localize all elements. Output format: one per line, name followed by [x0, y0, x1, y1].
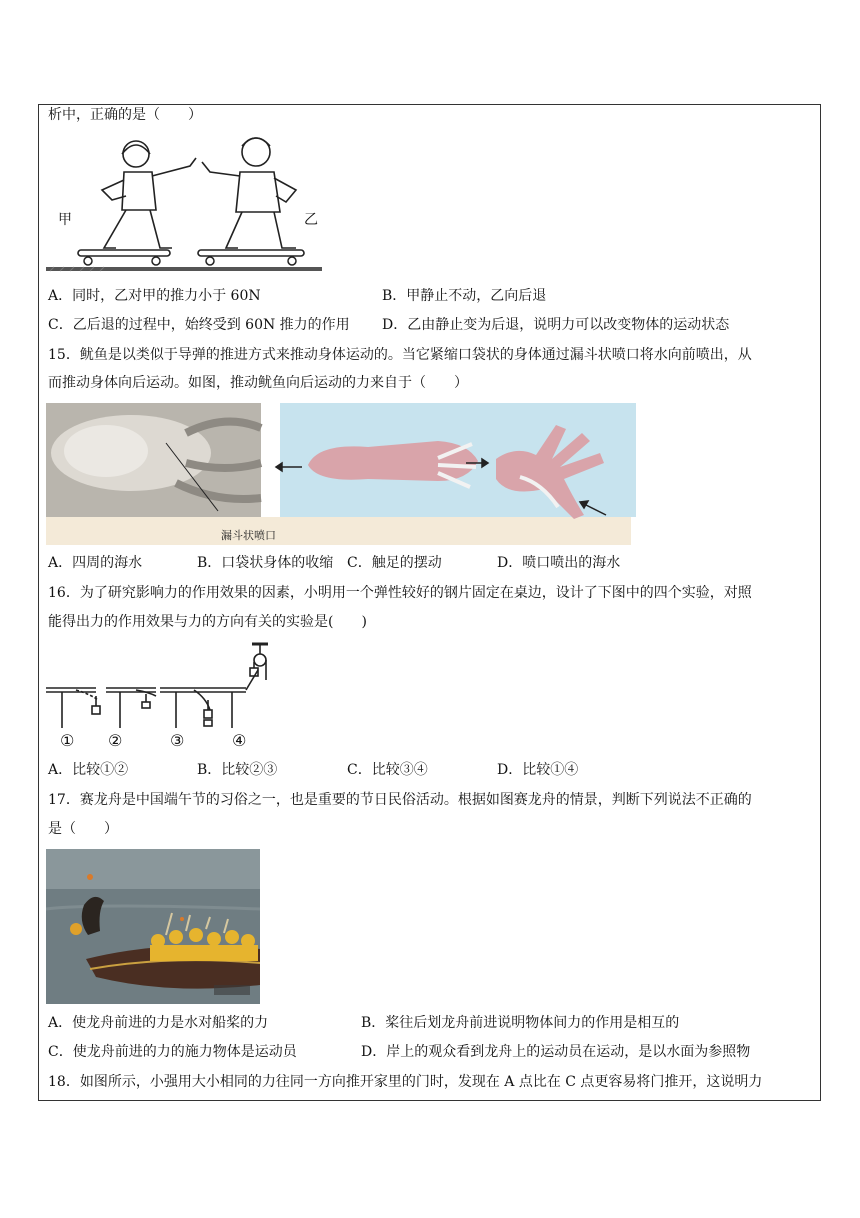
funnel-caption: 漏斗状喷口 [221, 529, 276, 542]
q17-option-b[interactable]: B．桨往后划龙舟前进说明物体间力的作用是相互的 [361, 1015, 680, 1031]
q16-option-b[interactable]: B．比较②③ [197, 762, 278, 778]
q16-option-a[interactable]: A．比较①② [48, 762, 129, 778]
q16-option-c[interactable]: C．比较③④ [347, 762, 428, 778]
q14-option-b[interactable]: B．甲静止不动，乙向后退 [382, 288, 547, 304]
q15-option-b[interactable]: B．口袋状身体的收缩 [197, 555, 334, 571]
q15-figure-squid [46, 403, 636, 545]
label-jia: 甲 [58, 212, 72, 228]
q15-stem-line2: 而推动身体向后运动。如图，推动鱿鱼向后运动的力来自于（ ） [48, 375, 468, 391]
q16-stem-line2: 能得出力的作用效果与力的方向有关的实验是( ) [48, 614, 367, 630]
q15-stem-line1: 15．鱿鱼是以类似于导弹的推进方式来推动身体运动的。当它紧缩口袋状的身体通过漏斗状喷口将水向前喷出，从 [48, 347, 752, 363]
q14-option-d[interactable]: D．乙由静止变为后退，说明力可以改变物体的运动状态 [382, 317, 730, 333]
q17-option-a[interactable]: A．使龙舟前进的力是水对船桨的力 [48, 1015, 269, 1031]
q17-option-c[interactable]: C．使龙舟前进的力的施力物体是运动员 [48, 1044, 297, 1060]
q14-option-c[interactable]: C．乙后退的过程中，始终受到 60N 推力的作用 [48, 317, 350, 333]
q14-option-a[interactable]: A．同时，乙对甲的推力小于 60N [48, 288, 261, 304]
q16-option-d[interactable]: D．比较①④ [497, 762, 579, 778]
fig-label-3: ③ [170, 731, 185, 750]
q14-figure-skateboards [46, 132, 326, 277]
q17-stem-line1: 17．赛龙舟是中国端午节的习俗之一，也是重要的节日民俗活动。根据如图赛龙舟的情景，判断下列说法不正确的 [48, 792, 752, 808]
q16-figure-steel-strip [46, 640, 276, 752]
q17-option-d[interactable]: D．岸上的观众看到龙舟上的运动员在运动，是以水面为参照物 [361, 1044, 751, 1060]
q16-stem-line1: 16．为了研究影响力的作用效果的因素，小明用一个弹性较好的钢片固定在桌边，设计了下图中的四个实验，对照 [48, 585, 752, 601]
q15-option-c[interactable]: C．触足的摆动 [347, 555, 442, 571]
label-yi: 乙 [304, 212, 318, 228]
q17-figure-dragon-boat [46, 849, 260, 1004]
q18-stem-line1: 18．如图所示，小强用大小相同的力往同一方向推开家里的门时，发现在 A 点比在 C 点更容易将门推开，这说明力 [48, 1074, 763, 1090]
q15-option-a[interactable]: A．四周的海水 [48, 555, 143, 571]
fig-label-2: ② [108, 731, 123, 750]
q15-option-d[interactable]: D．喷口喷出的海水 [497, 555, 621, 571]
q14-stem-tail: 析中，正确的是（ ） [48, 107, 202, 123]
q17-stem-line2: 是（ ） [48, 821, 118, 837]
fig-label-4: ④ [232, 731, 247, 750]
fig-label-1: ① [60, 731, 75, 750]
